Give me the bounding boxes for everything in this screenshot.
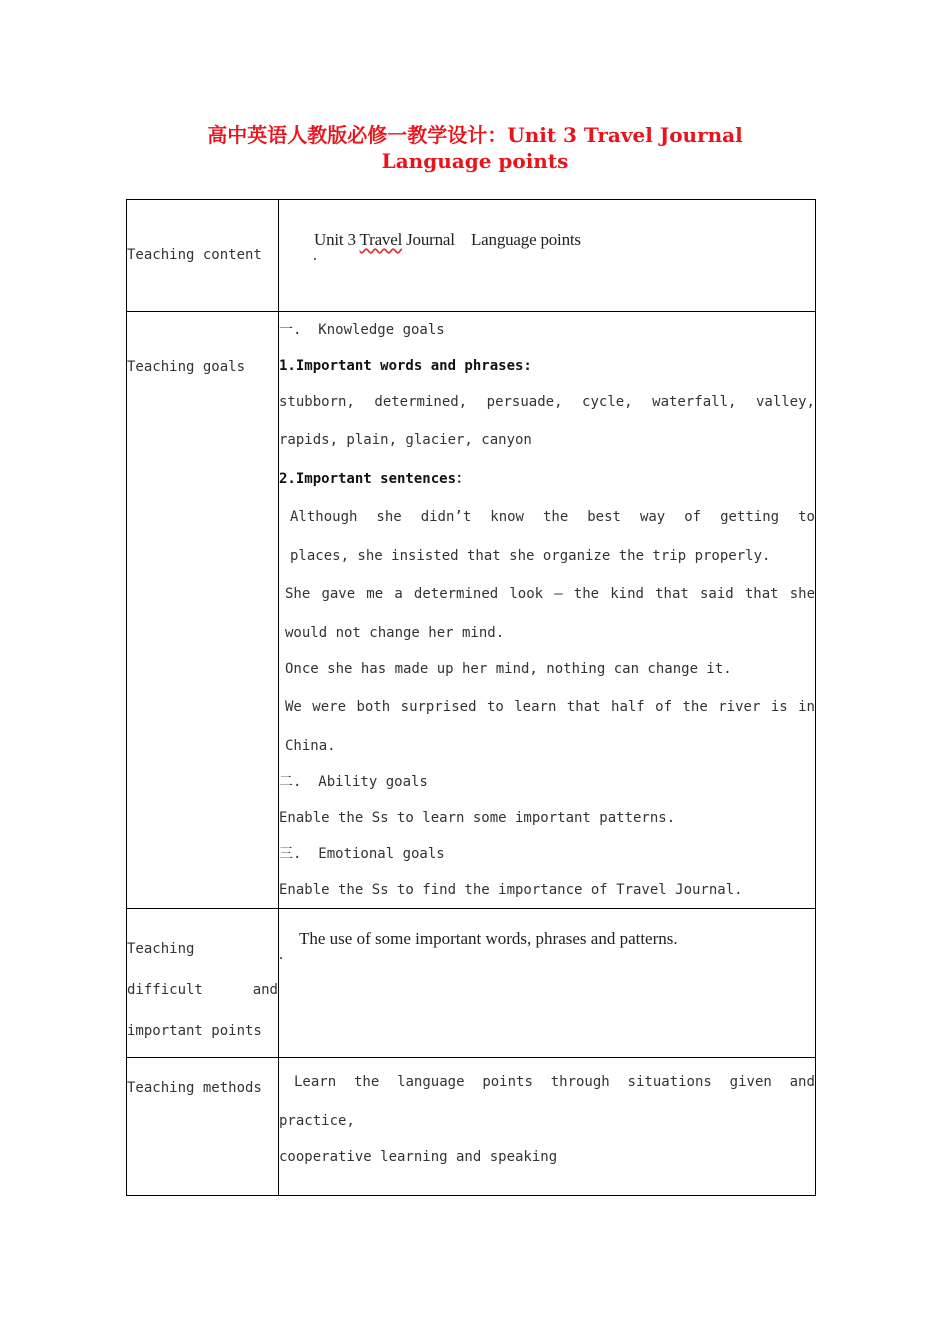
word: language — [397, 1074, 465, 1090]
emotional-goals-text: Enable the Ss to find the importance of Travel Journal. — [279, 882, 743, 898]
label-teaching-methods: Teaching methods — [127, 1080, 262, 1096]
word: situations — [627, 1074, 712, 1090]
methods-line-2: practice, — [279, 1113, 355, 1129]
content-cell — [279, 909, 816, 1058]
label-line: Teaching — [127, 941, 195, 957]
word: Although — [290, 509, 358, 525]
unit-title-part2: Travel — [359, 230, 403, 249]
label-word: difficult — [127, 982, 203, 998]
ability-goals-heading: 二. Ability goals — [279, 774, 428, 790]
methods-line-1 — [279, 1062, 815, 1103]
word: through — [550, 1074, 610, 1090]
unit-title-part1: Unit 3 — [314, 230, 360, 249]
emotional-goals-heading: 三. Emotional goals — [279, 846, 445, 862]
word-list-line-1 — [279, 384, 815, 420]
knowledge-goals-heading: 一. Knowledge goals — [279, 322, 445, 338]
label-cell — [127, 1058, 279, 1196]
title-line-2: Language points — [381, 149, 569, 173]
row-teaching-methods — [127, 1058, 816, 1196]
title-line-1: 高中英语人教版必修一教学设计：Unit 3 Travel Journal — [207, 123, 743, 147]
label-cell — [127, 909, 279, 1058]
content-cell — [279, 200, 816, 312]
word: the — [542, 509, 569, 525]
word: given — [729, 1074, 772, 1090]
sentence-2-line-1: She gave me a determined look – the kind that said that she — [285, 586, 815, 602]
unit-title-part3: Journal Language points — [402, 230, 581, 249]
word: valley, — [755, 394, 815, 410]
word: determined, — [374, 394, 468, 410]
row-difficult-points — [127, 909, 816, 1058]
word: and — [789, 1074, 815, 1090]
word-list-line-2: rapids, plain, glacier, canyon — [279, 432, 532, 448]
methods-line-3: cooperative learning and speaking — [279, 1149, 558, 1165]
word: know — [490, 509, 524, 525]
label-line: important points — [127, 1023, 262, 1039]
bullet-dot — [314, 258, 316, 260]
label-word: and — [252, 982, 278, 998]
bullet-dot — [280, 957, 282, 959]
sentence-2-line-2: would not change her mind. — [285, 625, 505, 641]
word: best — [587, 509, 621, 525]
word: cycle, — [582, 394, 633, 410]
unit-title — [314, 230, 815, 250]
word: waterfall, — [652, 394, 737, 410]
lesson-plan-table — [126, 199, 816, 1196]
word: she — [376, 509, 402, 525]
word: didn’t — [420, 509, 472, 525]
word: Learn — [294, 1074, 337, 1090]
label-teaching-goals: Teaching goals — [127, 359, 246, 375]
ability-goals-text: Enable the Ss to learn some important patterns. — [279, 810, 676, 826]
words-phrases-heading: 1.Important words and phrases: — [279, 358, 532, 374]
label-difficult-points — [127, 929, 278, 1052]
label-teaching-content: Teaching content — [127, 247, 262, 263]
label-cell — [127, 200, 279, 312]
difficult-points-text: The use of some important words, phrases and patterns. — [299, 929, 678, 948]
document-title — [0, 122, 950, 174]
sentences-heading: 2.Important sentences： — [279, 471, 471, 487]
word: stubborn, — [279, 394, 355, 410]
word: way — [639, 509, 666, 525]
sentence-4-line-2: China. — [285, 738, 336, 754]
word: to — [798, 509, 815, 525]
content-cell — [279, 1058, 816, 1196]
row-teaching-content — [127, 200, 816, 312]
row-teaching-goals — [127, 312, 816, 909]
sentence-3: Once she has made up her mind, nothing can change it. — [285, 661, 732, 677]
label-line — [127, 970, 278, 1011]
sentence-1-line-2: places, she insisted that she organize the trip properly. — [290, 548, 771, 564]
sentence-4-line-1: We were both surprised to learn that half of the river is in — [285, 699, 815, 715]
content-cell — [279, 312, 816, 909]
label-cell — [127, 312, 279, 909]
word: the — [353, 1074, 380, 1090]
word: persuade, — [486, 394, 563, 410]
word: points — [482, 1074, 533, 1090]
word: of — [684, 509, 702, 525]
sentence-1-line-1 — [279, 497, 815, 538]
word: getting — [720, 509, 780, 525]
